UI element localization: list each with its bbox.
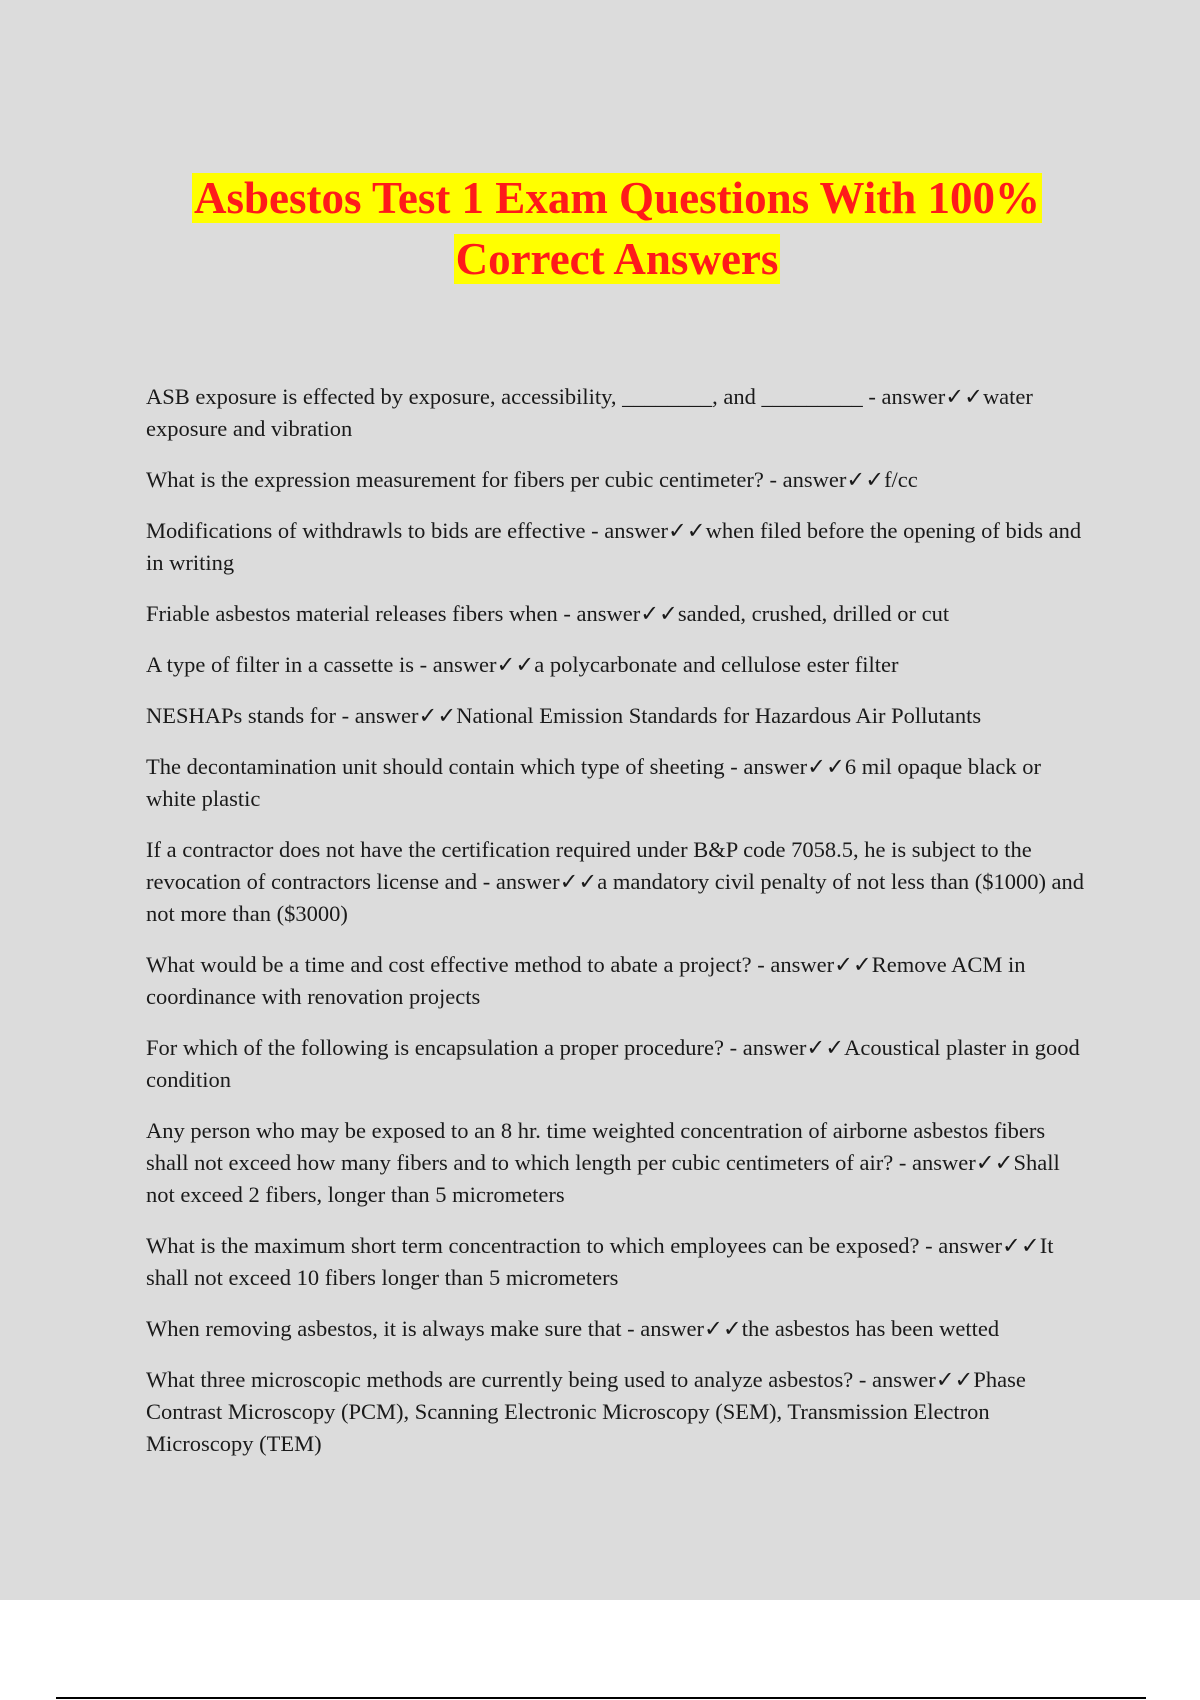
separator: - (557, 601, 577, 626)
question-text: If a contractor does not have the certification required under B&P code 7058.5, he is subject to the revocation of contractors license and (146, 837, 1032, 894)
answer-text: the asbestos has been wetted (741, 1316, 1000, 1341)
separator: - (853, 1367, 872, 1392)
question-text: Friable asbestos material releases fibers when (146, 601, 558, 626)
answer-text: a mandatory civil penalty of not less than ($1000) and not more than ($3000) (146, 869, 1085, 926)
question-text: ASB exposure is effected by exposure, accessibility, ________, and _________ (146, 384, 863, 409)
answer-text: Shall not exceed 2 fibers, longer than 5 micrometers (146, 1150, 1060, 1207)
qa-item (146, 1230, 1086, 1294)
separator: - (621, 1316, 641, 1341)
answer-text: National Emission Standards for Hazardous Air Pollutants (456, 703, 982, 728)
separator: - (763, 467, 783, 492)
qa-item (146, 1032, 1086, 1096)
question-text: What is the expression measurement for fibers per cubic centimeter? (146, 467, 764, 492)
separator: - (862, 384, 882, 409)
title-line-2: Correct Answers (455, 234, 779, 284)
answer-text: Phase Contrast Microscopy (PCM), Scanning Electronic Microscopy (SEM), Transmission Electron Microscopy (TEM) (146, 1367, 1026, 1456)
separator: - (336, 703, 355, 728)
separator: - (414, 652, 433, 677)
question-text: The decontamination unit should contain which type of sheeting (146, 754, 725, 779)
answer-marker: answer✓✓ (354, 703, 457, 728)
answer-marker: answer✓✓ (742, 1035, 845, 1060)
qa-item (146, 751, 1086, 815)
answer-marker: answer✓✓ (432, 652, 535, 677)
qa-item (146, 515, 1086, 579)
question-text: When removing asbestos, it is always make sure that (146, 1316, 622, 1341)
answer-marker: answer✓✓ (912, 1150, 1014, 1175)
answer-text: sanded, crushed, drilled or cut (677, 601, 950, 626)
question-text: What three microscopic methods are currently being used to analyze asbestos? (146, 1367, 854, 1392)
answer-marker: answer✓✓ (743, 754, 845, 779)
qa-item (146, 700, 1086, 732)
question-text: NESHAPs stands for (146, 703, 337, 728)
separator: - (723, 1035, 743, 1060)
separator: - (751, 952, 771, 977)
question-text: A type of filter in a cassette is (146, 652, 415, 677)
qa-item (146, 1313, 1086, 1345)
qa-item (146, 381, 1086, 445)
separator: - (477, 869, 496, 894)
answer-text: f/cc (884, 467, 918, 492)
question-text: Any person who may be exposed to an 8 hr. time weighted concentration of airborne asbestos fibers shall not exceed how many fibers and to which length per cubic centimeters of air? (146, 1118, 1046, 1175)
answer-text: water exposure and vibration (146, 384, 1033, 441)
separator: - (919, 1233, 939, 1258)
document-title (60, 168, 1174, 290)
question-answer-list (146, 381, 1086, 1479)
answer-marker: answer✓✓ (640, 1316, 742, 1341)
answer-marker: answer✓✓ (871, 1367, 974, 1392)
answer-text: when filed before the opening of bids and in writing (146, 518, 1082, 575)
answer-text: Acoustical plaster in good condition (146, 1035, 1080, 1092)
separator: - (893, 1150, 912, 1175)
answer-marker: answer✓✓ (495, 869, 598, 894)
footer-divider (56, 1697, 1146, 1699)
question-text: What is the maximum short term concentraction to which employees can be exposed? (146, 1233, 920, 1258)
qa-item (146, 949, 1086, 1013)
separator: - (585, 518, 605, 543)
qa-item (146, 1364, 1086, 1460)
answer-text: a polycarbonate and cellulose ester filter (534, 652, 899, 677)
answer-text: Remove ACM in coordinance with renovation projects (146, 952, 1026, 1009)
question-text: Modifications of withdrawls to bids are effective (146, 518, 586, 543)
question-text: What would be a time and cost effective method to abate a project? (146, 952, 752, 977)
qa-item (146, 598, 1086, 630)
answer-text: 6 mil opaque black or white plastic (146, 754, 1042, 811)
answer-marker: answer✓✓ (604, 518, 706, 543)
answer-marker: answer✓✓ (576, 601, 678, 626)
question-text: For which of the following is encapsulation a proper procedure? (146, 1035, 724, 1060)
qa-item (146, 649, 1086, 681)
answer-marker: answer✓✓ (782, 467, 885, 492)
answer-marker: answer✓✓ (881, 384, 983, 409)
answer-marker: answer✓✓ (938, 1233, 1040, 1258)
qa-item (146, 464, 1086, 496)
answer-text: It shall not exceed 10 fibers longer than 5 micrometers (146, 1233, 1054, 1290)
qa-item (146, 834, 1086, 930)
answer-marker: answer✓✓ (770, 952, 872, 977)
separator: - (724, 754, 744, 779)
qa-item (146, 1115, 1086, 1211)
title-line-1: Asbestos Test 1 Exam Questions With 100% (194, 173, 1040, 223)
